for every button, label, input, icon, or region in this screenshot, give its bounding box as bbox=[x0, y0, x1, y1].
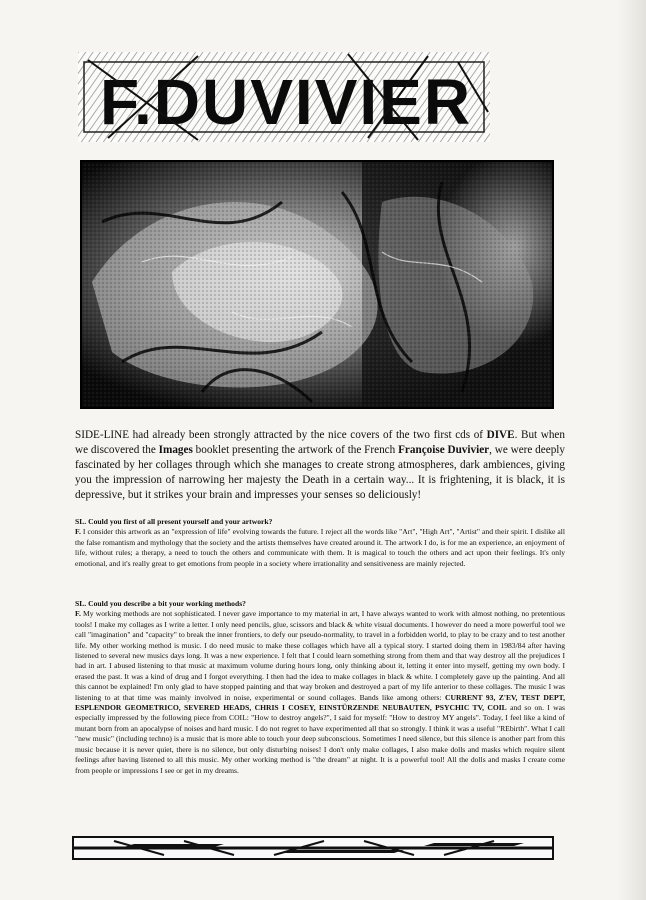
decorative-footer-bar bbox=[72, 836, 554, 860]
intro-text-2: . But when we discovered the bbox=[75, 429, 565, 456]
logo-text: F.DUVIVIER bbox=[100, 66, 473, 138]
band-list: CURRENT 93, Z'EV, TEST DEPT, ESPLENDOR GEOMETRICO, SEVERED HEADS, CHRIS I COSEY, EINSTÜRZENDE NEUBAUTEN, PSYCHIC TV, COIL bbox=[75, 692, 566, 713]
intro-text-4: , we were deeply fascinated by her collages through which she manages to create strong atmospheres, dark ambiences, giving you the impression of narrowing her majesty the Death in a certain way... It is frightening, it is black, it is depressive, but it strikes your brain and impresses your senses so deliciously! bbox=[75, 444, 566, 501]
answer-label-2: F. bbox=[75, 609, 81, 619]
band-name-dive: DIVE bbox=[486, 429, 515, 441]
collage-artwork bbox=[80, 160, 554, 409]
intro-paragraph bbox=[75, 428, 565, 503]
interview-answer-2b: and so on. I was especially impressed by the following piece from COIL: "How to destroy angels?", I said for myself: "How to destroy MY angels". Today, I feel like a kind of mutant born from an apocalypse of noises and hard music. I do not regret to have experimented all that so strongly. I think it was a useful "REbirth". What I call "new music" (including techno) is a music that is more able to touch your deep subconscious. Sometimes I need silence, but this silence is another part from this music because it is never quiet, there is no silence, but only disturbing noises! I don't only make collages, I also make dolls and masks which require silent feelings after having listened to all this music. My other working method is "the dream" at night. It is a powerful tool! All the dolls and masks I create come from people or impressions I see or get in my dreams. bbox=[75, 703, 565, 775]
artist-logo bbox=[78, 52, 490, 142]
page-edge-shadow bbox=[618, 0, 646, 900]
interview-block-2 bbox=[75, 599, 565, 776]
interview-answer-1: I consider this artwork as an "expression of life" evolving towards the future. I reject all the words like "Art", "High Art", "Artist" and their spirit. I dislike all the false romantism and mythology that the society and the artists themselves have created around it. The artwork I do, is for me an experience, an enjoyment of life, without rules; a therapy, a need to touch the others and communicate with them. It is magical to touch the others and act upon their feelings. It's only emotional, and it's really great to get emotions from people in a society where irrationality and sensitiveness are mainly rejected. bbox=[75, 527, 565, 568]
booklet-title: Images bbox=[158, 444, 193, 456]
intro-text-1: SIDE-LINE had already been strongly attracted by the nice covers of the two first cds of bbox=[75, 429, 487, 441]
interview-question-1: SL. Could you first of all present yourself and your artwork? bbox=[75, 517, 273, 526]
intro-text-3: booklet presenting the artwork of the French bbox=[192, 444, 399, 456]
interview-block-1 bbox=[75, 517, 565, 569]
artist-name: Françoise Duvivier bbox=[398, 444, 490, 456]
interview-question-2: SL. Could you describe a bit your working methods? bbox=[75, 599, 246, 608]
answer-label-1: F. bbox=[75, 527, 81, 537]
collage-image bbox=[82, 162, 552, 407]
interview-answer-2a: My working methods are not sophisticated. I never gave importance to my material in art, I have always wanted to work with almost nothing, no pretentious tools! I make my collages as I write a letter. I only need pencils, glue, scissors and black & white visual documents. I however do need a more powerful tool we call "imagination" and "capacity" to break the inner frontiers, to defy our pseudo-normality, to travel in a forbidden world, to play to be crazy and to test another life. My other working method is music. I do need music to make these collages which have all a typical story. I started doing them in 1983/84 after having listened to several new musics days long. It was a new experience. I felt that I could learn something strong from them and that way destroy all the prejudices I had in art. I abused listening to that music at maximum volume during hours long, only thinking about it, letting it enter into myself, getting my own body. I erased the past. It was a kind of drug and I forgot everything. I then had the idea to make collages in black & white. I completely gave up the painting. And all this cannot be explained! I'm only glad to have stopped painting and that way broken and destroyed a part of my life anterior to these collages. The music I was listening to at that time was mainly involved in noise, experimental or sound collages. Bands like among others: bbox=[75, 609, 565, 702]
